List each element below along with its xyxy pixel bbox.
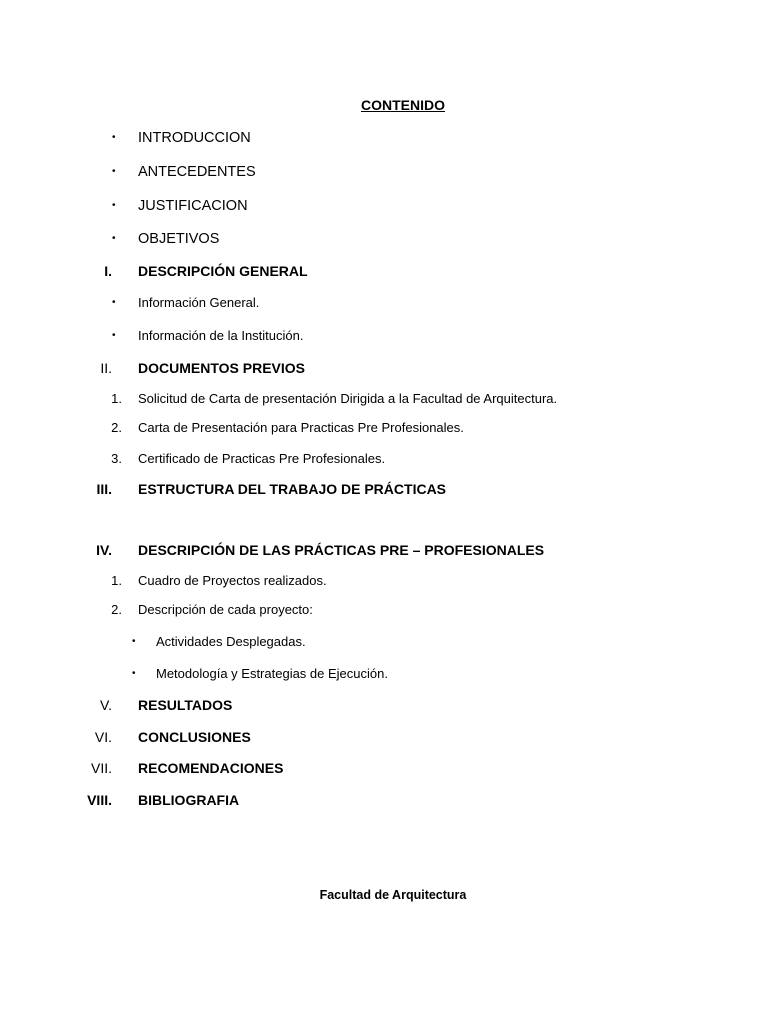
- section-heading: ESTRUCTURA DEL TRABAJO DE PRÁCTICAS: [138, 481, 447, 497]
- list-item-informacion-institucion: [0, 326, 768, 346]
- bullet-icon: •: [112, 200, 116, 211]
- sub-list-item: [0, 664, 768, 684]
- numbered-item-label: Carta de Presentación para Practicas Pre Profesionales.: [138, 420, 464, 435]
- list-item-label: ANTECEDENTES: [138, 164, 256, 180]
- item-number: 1.: [111, 391, 122, 406]
- bullet-icon: •: [112, 132, 116, 143]
- section-number: III.: [96, 481, 112, 497]
- bullet-icon: •: [112, 233, 116, 244]
- bullet-icon: •: [132, 636, 136, 647]
- section-heading: DESCRIPCIÓN DE LAS PRÁCTICAS PRE – PROFESIONALES: [138, 542, 545, 558]
- numbered-item: [0, 600, 768, 620]
- section-heading: CONCLUSIONES: [138, 729, 251, 745]
- section-i: [0, 261, 768, 281]
- section-number: VI.: [94, 729, 112, 745]
- sub-list-item-label: Actividades Desplegadas.: [156, 634, 306, 649]
- numbered-item-label: Solicitud de Carta de presentación Dirigida a la Facultad de Arquitectura.: [138, 391, 558, 406]
- numbered-item-label: Descripción de cada proyecto:: [138, 602, 313, 617]
- section-iv: [0, 540, 768, 560]
- section-number: I.: [104, 263, 112, 279]
- section-number: VII.: [90, 760, 112, 776]
- section-iii: [0, 479, 768, 499]
- item-number: 1.: [111, 573, 122, 588]
- section-vii: [0, 758, 768, 778]
- item-number: 2.: [111, 420, 122, 435]
- section-v: [0, 695, 768, 715]
- list-item-antecedentes: [0, 162, 768, 182]
- section-number: VIII.: [87, 792, 112, 808]
- list-item-label: Información General.: [138, 295, 260, 310]
- section-heading: DOCUMENTOS PREVIOS: [138, 360, 305, 376]
- list-item-label: Información de la Institución.: [138, 328, 304, 343]
- section-ii: [0, 358, 768, 378]
- item-number: 2.: [111, 602, 122, 617]
- list-item-label: INTRODUCCION: [138, 130, 251, 146]
- section-viii: [0, 790, 768, 810]
- list-item-informacion-general: [0, 293, 768, 313]
- numbered-item: [0, 449, 768, 469]
- bullet-icon: •: [112, 330, 116, 341]
- bullet-icon: •: [112, 166, 116, 177]
- list-item-label: JUSTIFICACION: [138, 198, 248, 214]
- section-heading: BIBLIOGRAFIA: [138, 792, 240, 808]
- section-number: IV.: [96, 542, 112, 558]
- numbered-item-label: Certificado de Practicas Pre Profesionales.: [138, 451, 386, 466]
- section-vi: [0, 727, 768, 747]
- item-number: 3.: [111, 451, 122, 466]
- sub-list-item-label: Metodología y Estrategias de Ejecución.: [156, 666, 388, 681]
- section-number: V.: [100, 697, 112, 713]
- page-title: CONTENIDO: [361, 97, 445, 113]
- section-heading: RESULTADOS: [138, 697, 233, 713]
- list-item-label: OBJETIVOS: [138, 231, 220, 247]
- numbered-item: [0, 418, 768, 438]
- numbered-item: [0, 389, 768, 409]
- section-heading: RECOMENDACIONES: [138, 760, 284, 776]
- sub-list-item: [0, 632, 768, 652]
- page-footer: Facultad de Arquitectura: [319, 888, 467, 902]
- section-number: II.: [100, 360, 112, 376]
- list-item-objetivos: [0, 229, 768, 249]
- section-heading: DESCRIPCIÓN GENERAL: [138, 263, 308, 279]
- bullet-icon: •: [112, 297, 116, 308]
- numbered-item-label: Cuadro de Proyectos realizados.: [138, 573, 327, 588]
- list-item-justificacion: [0, 196, 768, 216]
- numbered-item: [0, 571, 768, 591]
- list-item-introduccion: [0, 128, 768, 148]
- bullet-icon: •: [132, 668, 136, 679]
